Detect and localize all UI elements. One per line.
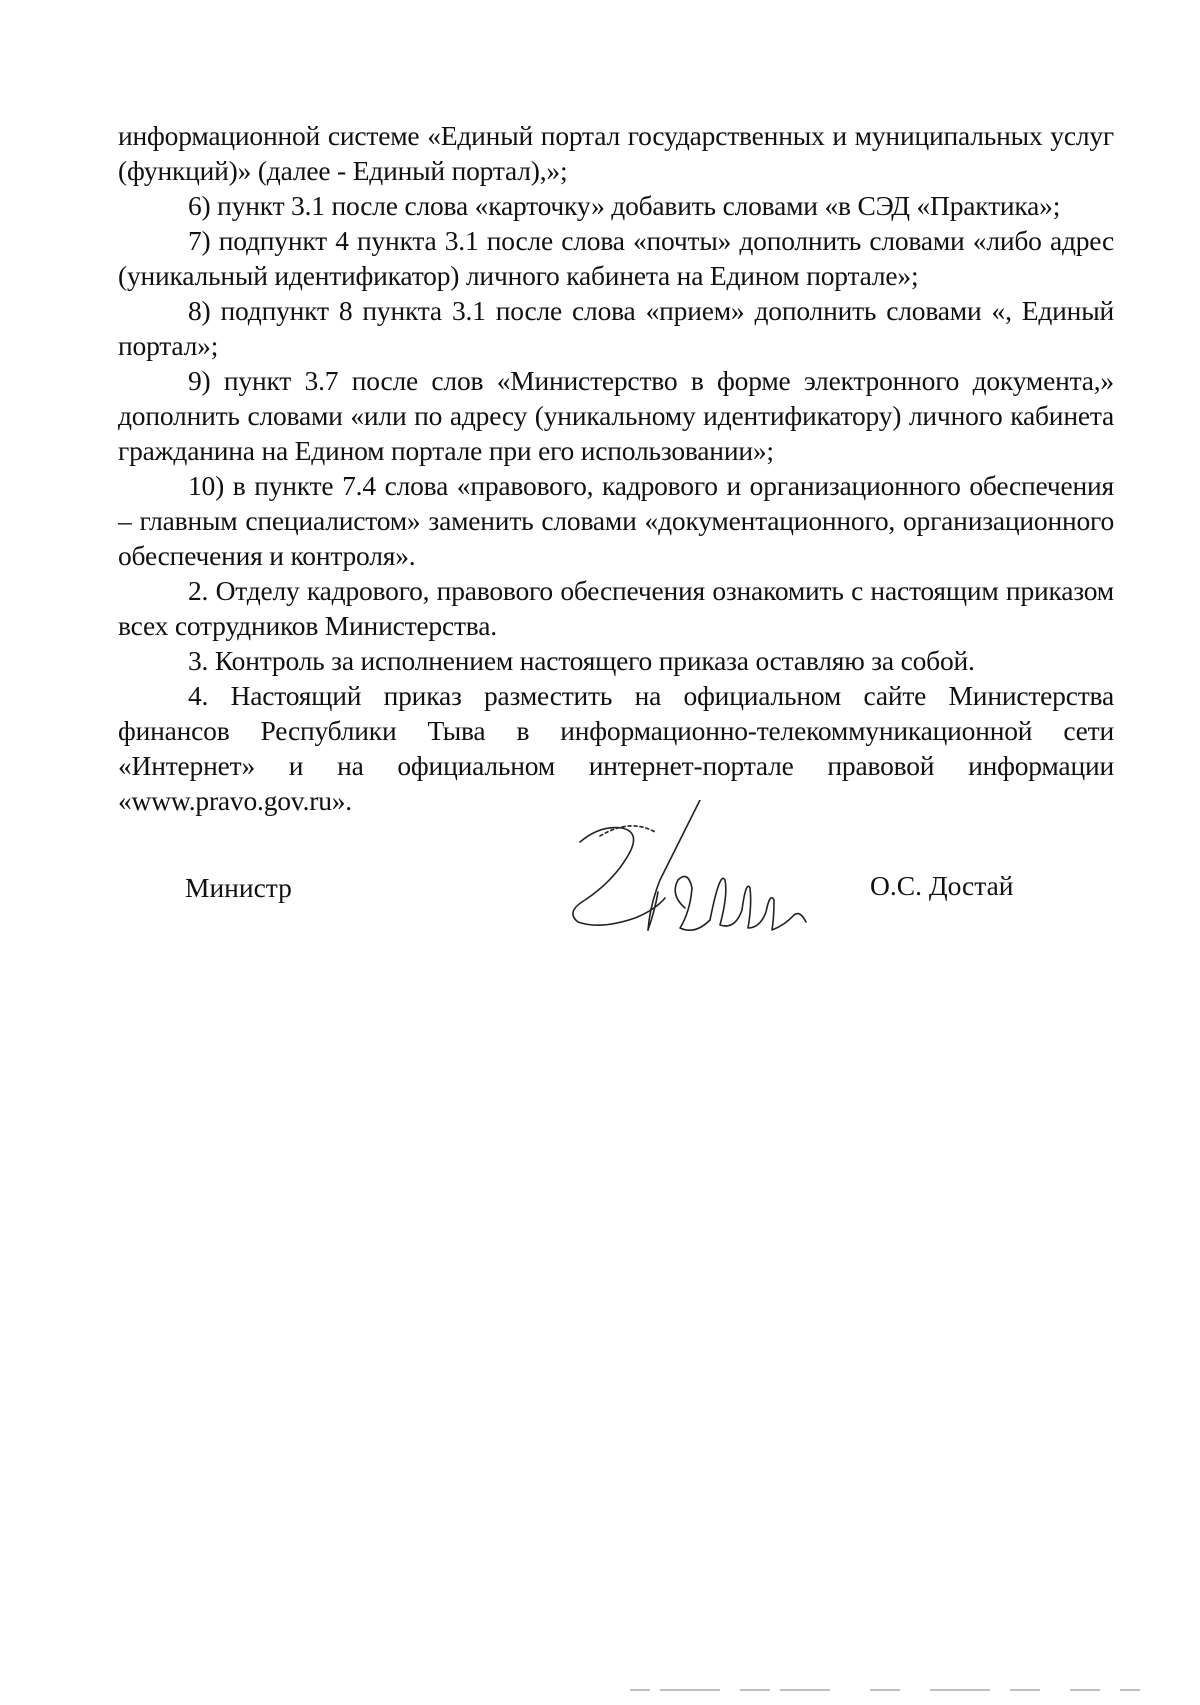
paragraph-item-3: 3. Контроль за исполнением настоящего приказа оставляю за собой. — [188, 645, 975, 676]
paragraph-subitem-8: 8) подпункт 8 пункта 3.1 после слова «прием» дополнить словами «, Единый портал»; — [118, 295, 1114, 361]
paragraph-continuation: информационной системе «Единый портал государственных и муниципальных услуг (функций)» (далее - Единый портал),»; — [118, 120, 1114, 186]
paragraph-subitem-7: 7) подпункт 4 пункта 3.1 после слова «почты» дополнить словами «либо адрес (уникальный идентификатор) личного кабинета на Едином портале»; — [118, 225, 1114, 291]
paragraph-subitem-9: 9) пункт 3.7 после слов «Министерство в форме электронного документа,» дополнить словами «или по адресу (уникальному идентификатору) личного кабинета гражданина на Едином портале при его использовании»; — [118, 365, 1114, 466]
paragraph-item-4: 4. Настоящий приказ разместить на официальном сайте Министерства финансов Республики Тыва в информационно-телекоммуникационной сети «Интернет» и на официальном интернет-портале правовой информации «www.pravo.gov.ru». — [118, 680, 1114, 816]
paragraph-subitem-10: 10) в пункте 7.4 слова «правового, кадрового и организационного обеспечения – главным специалистом» заменить словами «документационного, организационного обеспечения и контроля». — [118, 470, 1114, 571]
signatory-name: О.С. Достай — [870, 870, 1014, 901]
signatory-title: Министр — [185, 872, 292, 903]
paragraph-item-2: 2. Отделу кадрового, правового обеспечения ознакомить с настоящим приказом всех сотрудников Министерства. — [118, 575, 1114, 641]
handwritten-signature — [560, 800, 810, 940]
document-body — [118, 118, 1114, 818]
paragraph-subitem-6: 6) пункт 3.1 после слова «карточку» добавить словами «в СЭД «Практика»; — [188, 190, 1061, 221]
scan-artifact-marks — [630, 1686, 1170, 1694]
